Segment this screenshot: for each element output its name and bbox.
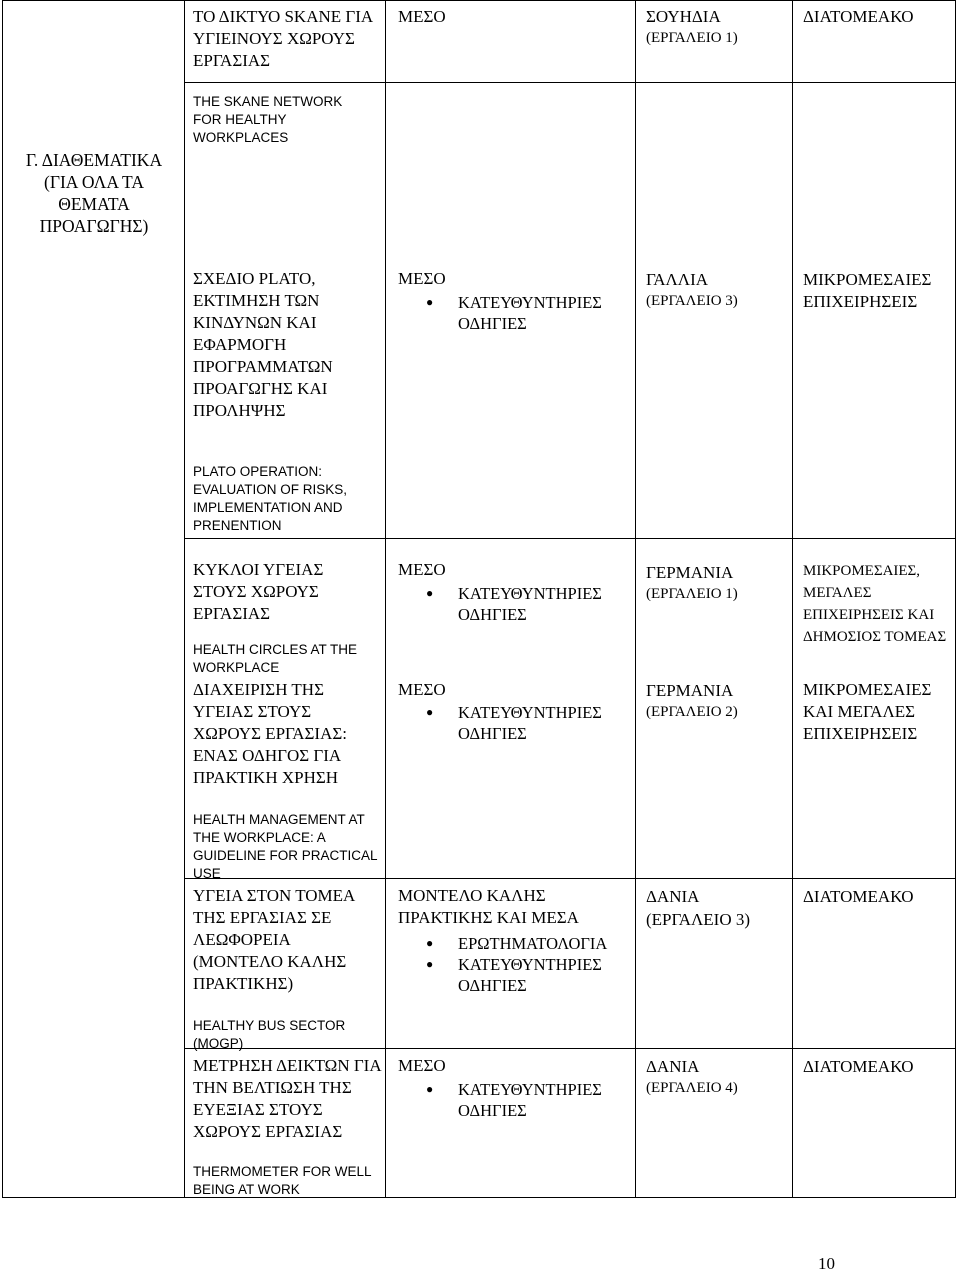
row-title-gr: ΤΟ ΔΙΚΤΥΟ SKANE ΓΙΑ ΥΓΙΕΙΝΟΥΣ ΧΩΡΟΥΣ ΕΡΓΑΣΙΑΣ [193, 7, 373, 70]
row-title-gr: ΣΧΕΔΙΟ PLATO, ΕΚΤΙΜΗΣΗ ΤΩΝ ΚΙΝΔΥΝΩΝ ΚΑΙ ΕΦΑΡΜΟΓΗ ΠΡΟΓΡΑΜΜΑΤΩΝ ΠΡΟΑΓΩΓΗΣ ΚΑΙ ΠΡΟΛΗΨΗΣ [193, 269, 333, 420]
row-tool: (ΕΡΓΑΛΕΙΟ 3) [646, 293, 738, 309]
row-bullets [398, 702, 628, 744]
row-medium: ΜΕΣΟ [398, 7, 446, 26]
row-title-en: HEALTH MANAGEMENT AT THE WORKPLACE: A GUIDELINE FOR PRACTICAL USE [193, 812, 378, 881]
row-title-en: HEALTHY BUS SECTOR (MOGP) [193, 1018, 346, 1051]
bullet-item: ● ΚΑΤΕΥΘΥΝΤΗΡΙΕΣ ΟΔΗΓΙΕΣ [398, 1079, 628, 1121]
bullet-item: ● ΚΑΤΕΥΘΥΝΤΗΡΙΕΣ ΟΔΗΓΙΕΣ [398, 292, 628, 334]
row-target: ΔΙΑΤΟΜΕΑΚΟ [803, 887, 914, 906]
bullet-item: ● ΕΡΩΤΗΜΑΤΟΛΟΓΙΑ [398, 933, 628, 954]
row-title-en: HEALTH CIRCLES AT THE WORKPLACE [193, 642, 358, 675]
row-target: ΔΙΑΤΟΜΕΑΚΟ [803, 7, 914, 26]
column-divider [385, 1, 386, 1197]
row-target: ΜΙΚΡΟΜΕΣΑΙΕΣ ΚΑΙ ΜΕΓΑΛΕΣ ΕΠΙΧΕΙΡΗΣΕΙΣ [803, 680, 932, 743]
row-medium: ΜΕΣΟ [398, 560, 446, 579]
row-country: ΓΕΡΜΑΝΙΑ [646, 681, 734, 700]
row-title-gr: ΥΓΕΙΑ ΣΤΟΝ ΤΟΜΕΑ ΤΗΣ ΕΡΓΑΣΙΑΣ ΣΕ ΛΕΩΦΟΡΕΙΑ (ΜΟΝΤΕΛΟ ΚΑΛΗΣ ΠΡΑΚΤΙΚΗΣ) [193, 886, 355, 993]
row-bullets [398, 933, 628, 996]
row-bullets [398, 292, 628, 334]
row-medium: ΜΕΣΟ [398, 1056, 446, 1075]
category-label: Γ. ΔΙΑΘΕΜΑΤΙΚΑ (ΓΙΑ ΟΛΑ ΤΑ ΘΕΜΑΤΑ ΠΡΟΑΓΩΓΗΣ) [25, 150, 163, 236]
row-title-en: THERMOMETER FOR WELL BEING AT WORK [193, 1164, 372, 1197]
row-title-en: THE SKANE NETWORK FOR HEALTHY WORKPLACES [193, 94, 343, 145]
row-country: ΔΑΝΙΑ [646, 1057, 700, 1076]
row-title-gr: ΔΙΑΧΕΙΡΙΣΗ ΤΗΣ ΥΓΕΙΑΣ ΣΤΟΥΣ ΧΩΡΟΥΣ ΕΡΓΑΣΙΑΣ: ΕΝΑΣ ΟΔΗΓΟΣ ΓΙΑ ΠΡΑΚΤΙΚΗ ΧΡΗΣΗ [193, 680, 347, 787]
row-country: ΓΕΡΜΑΝΙΑ [646, 563, 734, 582]
bullet-item: ● ΚΑΤΕΥΘΥΝΤΗΡΙΕΣ ΟΔΗΓΙΕΣ [398, 954, 628, 996]
row-target: ΜΙΚΡΟΜΕΣΑΙΕΣ ΕΠΙΧΕΙΡΗΣΕΙΣ [803, 270, 932, 311]
bullet-item: ● ΚΑΤΕΥΘΥΝΤΗΡΙΕΣ ΟΔΗΓΙΕΣ [398, 583, 628, 625]
row-country: ΣΟΥΗΔΙΑ [646, 7, 721, 26]
row-title-en: PLATO OPERATION: EVALUATION OF RISKS, IMPLEMENTATION AND PRENENTION [193, 464, 348, 533]
column-divider [635, 1, 636, 1197]
row-country: ΓΑΛΛΙΑ [646, 270, 709, 289]
column-divider [184, 1, 185, 1197]
row-tool: (ΕΡΓΑΛΕΙΟ 3) [646, 910, 751, 929]
row-target: ΔΙΑΤΟΜΕΑΚΟ [803, 1057, 914, 1076]
row-title-gr: ΚΥΚΛΟΙ ΥΓΕΙΑΣ ΣΤΟΥΣ ΧΩΡΟΥΣ ΕΡΓΑΣΙΑΣ [193, 560, 324, 623]
bullet-item: ● ΚΑΤΕΥΘΥΝΤΗΡΙΕΣ ΟΔΗΓΙΕΣ [398, 702, 628, 744]
row-bullets [398, 1079, 628, 1121]
row-medium: ΜΕΣΟ [398, 269, 446, 288]
row-country: ΔΑΝΙΑ [646, 887, 700, 906]
row-target: ΜΙΚΡΟΜΕΣΑΙΕΣ, ΜΕΓΑΛΕΣ ΕΠΙΧΕΙΡΗΣΕΙΣ ΚΑΙ ΔΗΜΟΣΙΟΣ ΤΟΜΕΑΣ [803, 563, 947, 645]
row-tool: (ΕΡΓΑΛΕΙΟ 2) [646, 704, 738, 720]
row-tool: (ΕΡΓΑΛΕΙΟ 4) [646, 1080, 738, 1096]
row-bullets [398, 583, 628, 625]
programs-table [2, 0, 956, 1198]
column-divider [792, 1, 793, 1197]
row-divider [184, 82, 955, 83]
row-medium: ΜΕΣΟ [398, 680, 446, 699]
row-divider [184, 538, 955, 539]
row-title-gr: ΜΕΤΡΗΣΗ ΔΕΙΚΤΩΝ ΓΙΑ ΤΗΝ ΒΕΛΤΙΩΣΗ ΤΗΣ ΕΥΕΞΙΑΣ ΣΤΟΥΣ ΧΩΡΟΥΣ ΕΡΓΑΣΙΑΣ [193, 1056, 381, 1141]
page-number: 10 [818, 1254, 835, 1273]
row-tool: (ΕΡΓΑΛΕΙΟ 1) [646, 586, 738, 602]
row-tool: (ΕΡΓΑΛΕΙΟ 1) [646, 30, 738, 46]
row-medium: ΜΟΝΤΕΛΟ ΚΑΛΗΣ ΠΡΑΚΤΙΚΗΣ ΚΑΙ ΜΕΣΑ [398, 886, 579, 927]
